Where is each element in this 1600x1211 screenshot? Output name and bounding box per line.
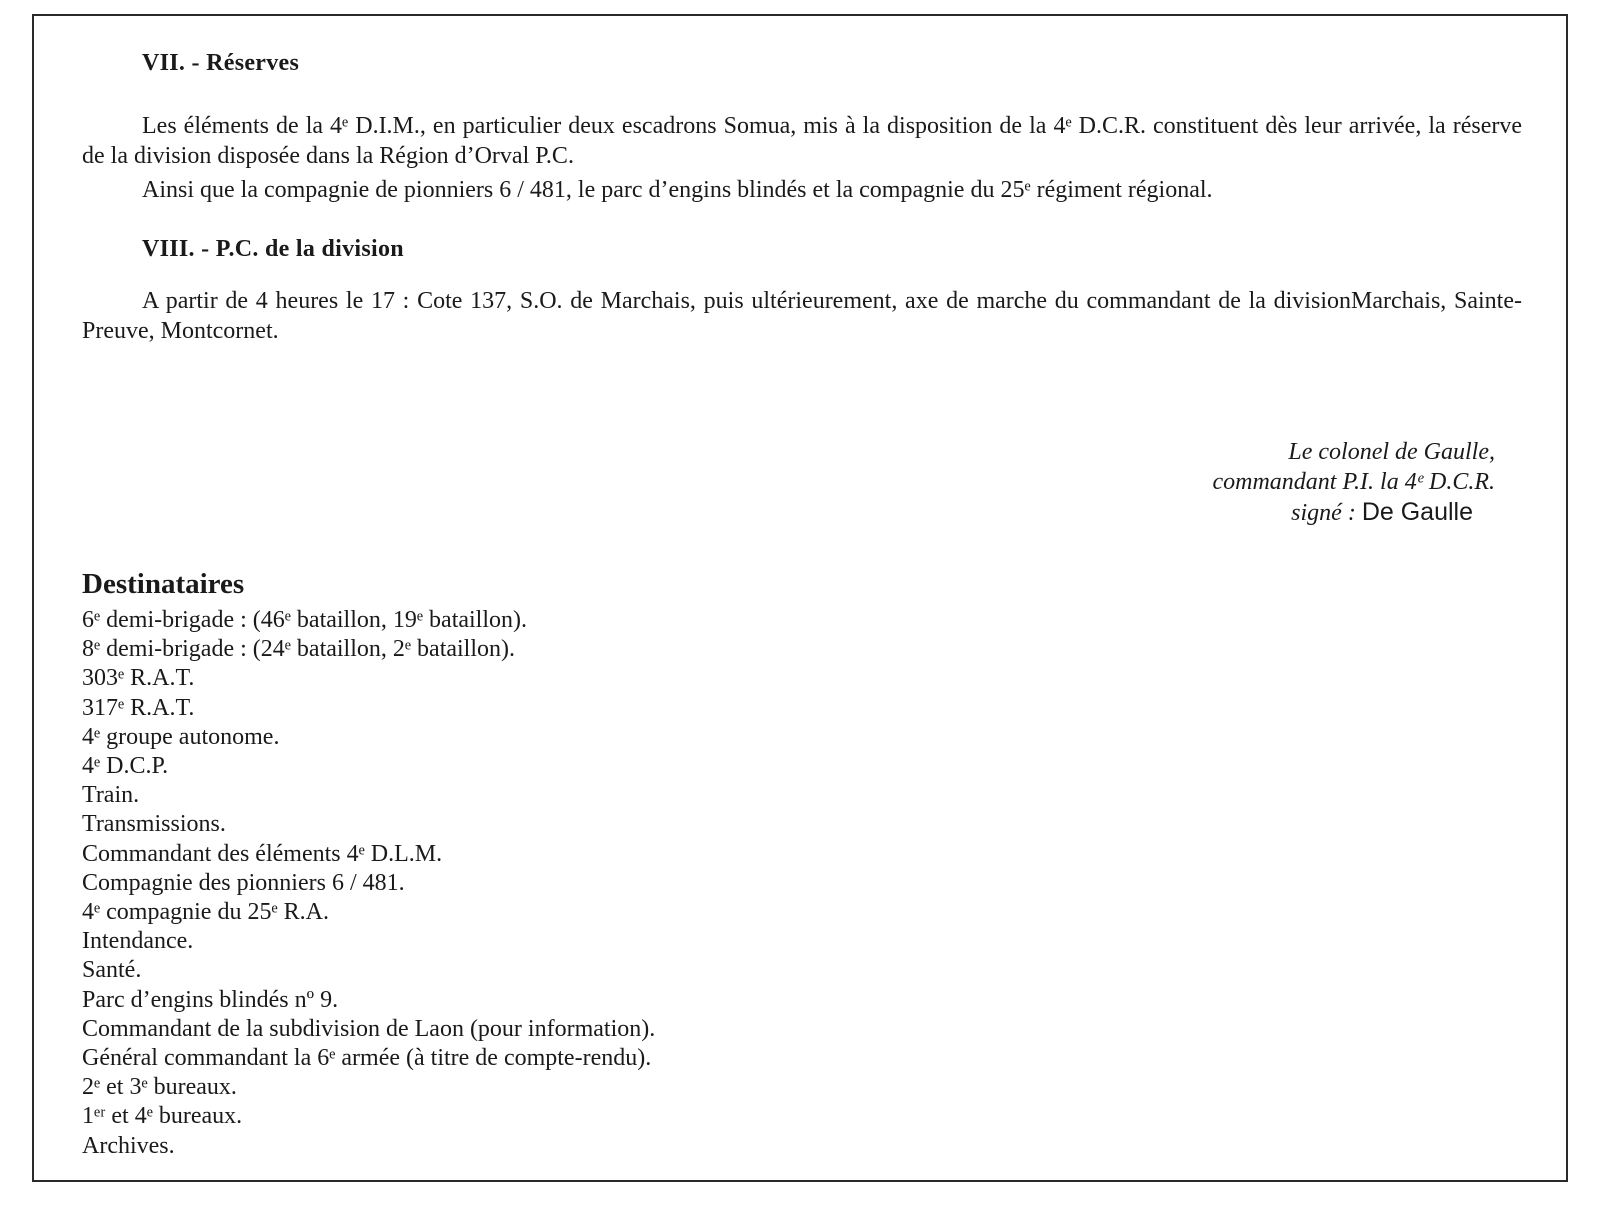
- section-heading-pc-division: VIII. - P.C. de la division: [142, 236, 404, 262]
- signature-line-1: Le colonel de Gaulle,: [1288, 439, 1495, 465]
- destinataire-item: Transmissions.: [82, 811, 226, 838]
- destinataire-item: Parc d’engins blindés nº 9.: [82, 986, 339, 1013]
- destinataire-item: 317ᵉ R.A.T.: [82, 694, 195, 721]
- destinataire-item: 303ᵉ R.A.T.: [82, 665, 195, 692]
- destinataire-item: 4ᵉ groupe autonome.: [82, 723, 280, 750]
- signature-name: De Gaulle: [1361, 498, 1473, 526]
- destinataire-item: 4ᵉ D.C.P.: [82, 753, 169, 780]
- destinataires-title: Destinataires: [82, 568, 245, 600]
- destinataires-list: [82, 606, 655, 1161]
- pc-division-paragraph: A partir de 4 heures le 17 : Cote 137, S.O. de Marchais, puis ultérieurement, axe de marche du commandant de la divisionMarchais, Sainte-Preuve, Montcornet.: [82, 288, 1522, 344]
- destinataire-item: Santé.: [82, 957, 142, 984]
- destinataire-item: 8ᵉ demi-brigade : (24ᵉ bataillon, 2ᵉ bataillon).: [82, 636, 516, 663]
- destinataire-item: Train.: [82, 782, 140, 809]
- reserves-paragraph-1: Les éléments de la 4ᵉ D.I.M., en particulier deux escadrons Somua, mis à la disposition de la 4ᵉ D.C.R. constituent dès leur arrivée, la réserve de la division disposée dans la Région d’Orval P.C.: [82, 113, 1522, 169]
- signature-line-2: commandant P.I. la 4ᵉ D.C.R.: [1212, 469, 1495, 495]
- signature-label: signé :: [1291, 500, 1356, 526]
- signature-block: [1212, 437, 1495, 528]
- destinataire-item: Commandant des éléments 4ᵉ D.L.M.: [82, 840, 443, 867]
- destinataire-item: 1ᵉʳ et 4ᵉ bureaux.: [82, 1103, 243, 1130]
- destinataire-item: Intendance.: [82, 928, 194, 955]
- destinataire-item: Archives.: [82, 1132, 175, 1159]
- destinataire-item: Général commandant la 6ᵉ armée (à titre de compte-rendu).: [82, 1045, 652, 1072]
- reserves-paragraph-2: Ainsi que la compagnie de pionniers 6 / 481, le parc d’engins blindés et la compagnie du 25ᵉ régiment régional.: [142, 177, 1213, 203]
- destinataire-item: 2ᵉ et 3ᵉ bureaux.: [82, 1074, 237, 1101]
- destinataire-item: Commandant de la subdivision de Laon (pour information).: [82, 1015, 656, 1042]
- destinataire-item: Compagnie des pionniers 6 / 481.: [82, 869, 405, 896]
- signature-line-3: [1212, 497, 1473, 528]
- destinataire-item: 4ᵉ compagnie du 25ᵉ R.A.: [82, 899, 329, 926]
- destinataire-item: 6ᵉ demi-brigade : (46ᵉ bataillon, 19ᵉ bataillon).: [82, 607, 528, 633]
- section-heading-reserves: VII. - Réserves: [142, 50, 300, 76]
